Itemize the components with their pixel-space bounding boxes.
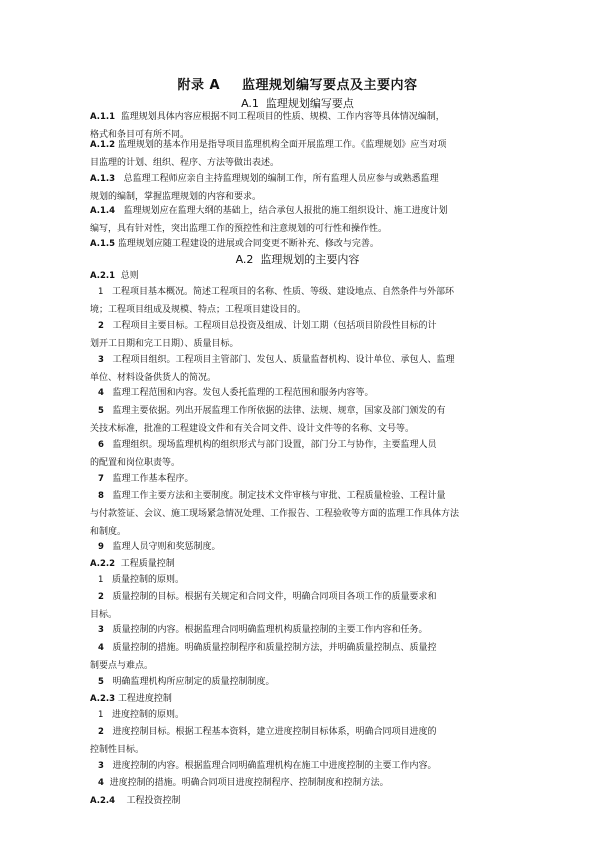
item-a21-2: 2 工程项目主要目标。工程项目总投资及组成、计划工期（包括项目阶段性目标的计 划开工日期和完工日期）、质量目标。 (90, 321, 437, 349)
item-a21-1: 1 工程项目基本概况。简述工程项目的名称、性质、等级、建设地点、自然条件与外部环 境；工程项目组成及规模、特点；工程项目建设目的。 (90, 287, 455, 315)
item-a21-7: 7 监理工作基本程序。 (98, 474, 194, 484)
item-a23-3: 3 进度控制的内容。根据监理合同明确监理机构在施工中进度控制的主要工作内容。 (98, 761, 437, 771)
item-a23-4: 4 进度控制的措施。明确合同项目进度控制程序、控制制度和控制方法。 (98, 778, 389, 788)
clause-a14: A.1.4 监理规划应在监理大纲的基础上，结合承包人报批的施工组织设计、施工进度计划 编写，具有针对性，突出监理工作的预控性和注意规划的可行性和操作性。 (90, 206, 448, 234)
appendix-number: 附录 A (177, 78, 221, 93)
clause-a22-heading: A.2.2 工程质量控制 (90, 559, 175, 569)
item-a22-1: 1 质量控制的原则。 (98, 575, 185, 585)
item-a21-8: 8 监理工作主要方法和主要制度。制定技术文件审核与审批、工程质量检验、工程计量 与付款签证、会议、施工现场紧急情况处理、工作报告、工程验收等方面的监理工作具体方法 和制度。 (90, 491, 460, 537)
clause-a13: A.1.3 总监理工程师应亲自主持监理规划的编制工作，所有监理人员应参与或熟悉监理 规划的编制，掌握监理规划的内容和要求。 (90, 174, 439, 202)
clause-a11: A.1.1 监理规划具体内容应根据不同工程项目的性质、规模、工作内容等具体情况编制， 格式和条目可有所不同。 (90, 112, 445, 140)
clause-a24-heading: A.2.4 工程投资控制 (90, 796, 181, 806)
clause-a21-heading: A.2.1 总则 (90, 271, 139, 281)
item-a22-4: 4 质量控制的措施。明确质量控制程序和质量控制方法，并明确质量控制点、质量控 制要点与难点。 (90, 643, 437, 671)
item-a21-3: 3 工程项目组织。工程项目主管部门、发包人、质量监督机构、设计单位、承包人、监理 单位、材料设备供货人的简况。 (90, 355, 455, 383)
item-a21-6: 6 监理组织。现场监理机构的组织形式与部门设置，部门分工与协作，主要监理人员 的配置和岗位职责等。 (90, 440, 437, 468)
section-heading-a1: A.1 监理规划编写要点 (241, 97, 354, 110)
section-heading-a2: A.2 监理规划的主要内容 (235, 253, 360, 266)
clause-a23-heading: A.2.3 工程进度控制 (90, 694, 172, 704)
clause-a12: A.1.2 监理规划的基本作用是指导项目监理机构全面开展监理工作。《监理规划》应当对项 目监理的计划、组织、程序、方法等做出表述。 (90, 140, 447, 168)
item-a21-4: 4 监理工程范围和内容。发包人委托监理的工程范围和服务内容等。 (98, 388, 374, 398)
appendix-title-text: 监理规划编写要点及主要内容 (242, 78, 418, 93)
item-a22-5: 5 明确监理机构所应制定的质量控制制度。 (98, 677, 275, 687)
item-a23-2: 2 进度控制目标。根据工程基本资料，建立进度控制目标体系，明确合同项目进度的 控制性目标。 (90, 727, 437, 755)
item-a21-5: 5 监理主要依据。列出开展监理工作所依据的法律、法规、规章，国家及部门颁发的有 关技术标准，批准的工程建设文件和有关合同文件、设计文件等的名称、文号等。 (90, 406, 446, 434)
item-a22-2: 2 质量控制的目标。根据有关规定和合同文件，明确合同项目各项工作的质量要求和 目标。 (90, 592, 437, 620)
clause-a15: A.1.5 监理规划应随工程建设的进展或合同变更不断补充、修改与完善。 (90, 239, 379, 249)
appendix-title (0, 74, 595, 93)
item-a21-9: 9 监理人员守则和奖惩制度。 (98, 542, 221, 552)
item-a23-1: 1 进度控制的原则。 (98, 710, 185, 720)
item-a22-3: 3 质量控制的内容。根据监理合同明确监理机构质量控制的主要工作内容和任务。 (98, 625, 428, 635)
